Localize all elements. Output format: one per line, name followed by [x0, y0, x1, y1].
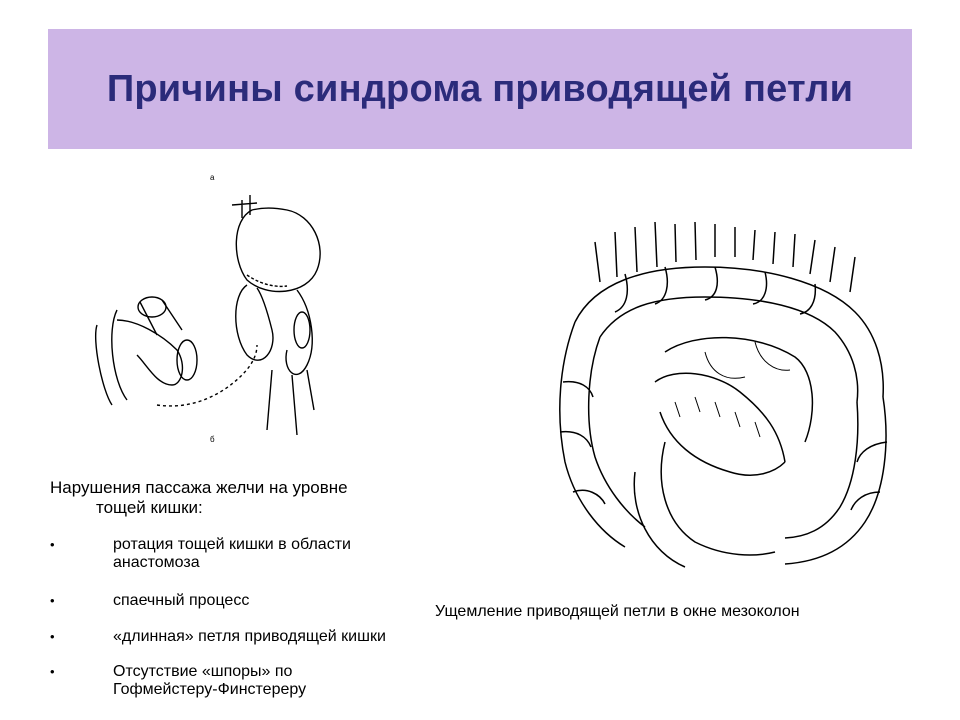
- list-item-line-1: ротация тощей кишки в области: [113, 536, 351, 553]
- list-item-line-2: анастомоза: [113, 554, 200, 571]
- bullet-dot: •: [50, 629, 55, 644]
- causes-text-block: [50, 478, 450, 699]
- list-item-line-1: Отсутствие «шпоры» по: [113, 663, 293, 680]
- intro-line-2: тощей кишки:: [96, 498, 203, 517]
- bullet-dot: •: [50, 593, 55, 608]
- bullet-dot: •: [50, 537, 55, 552]
- right-anatomy-illustration: [555, 212, 900, 582]
- bullet-dot: •: [50, 664, 55, 679]
- list-item-line-1: «длинная» петля приводящей кишки: [113, 628, 386, 645]
- causes-list: [50, 536, 450, 699]
- figure-mark-a: а: [210, 173, 215, 182]
- right-figure-caption: Ущемление приводящей петли в окне мезоколон: [435, 603, 800, 620]
- list-item: [50, 536, 450, 572]
- figure-mark-b: б: [210, 435, 215, 444]
- list-item: [50, 663, 450, 699]
- list-item: [50, 592, 450, 610]
- slide-title: Причины синдрома приводящей петли: [106, 67, 854, 110]
- list-item-line-2: Гофмейстеру-Финстереру: [113, 681, 307, 698]
- intro-paragraph: [50, 478, 450, 518]
- intro-line-1: Нарушения пассажа желчи на уровне: [50, 478, 348, 497]
- list-item-line-1: спаечный процесс: [113, 592, 250, 609]
- title-band: [48, 29, 912, 149]
- list-item: [50, 628, 450, 646]
- left-anatomy-illustration: [82, 170, 362, 450]
